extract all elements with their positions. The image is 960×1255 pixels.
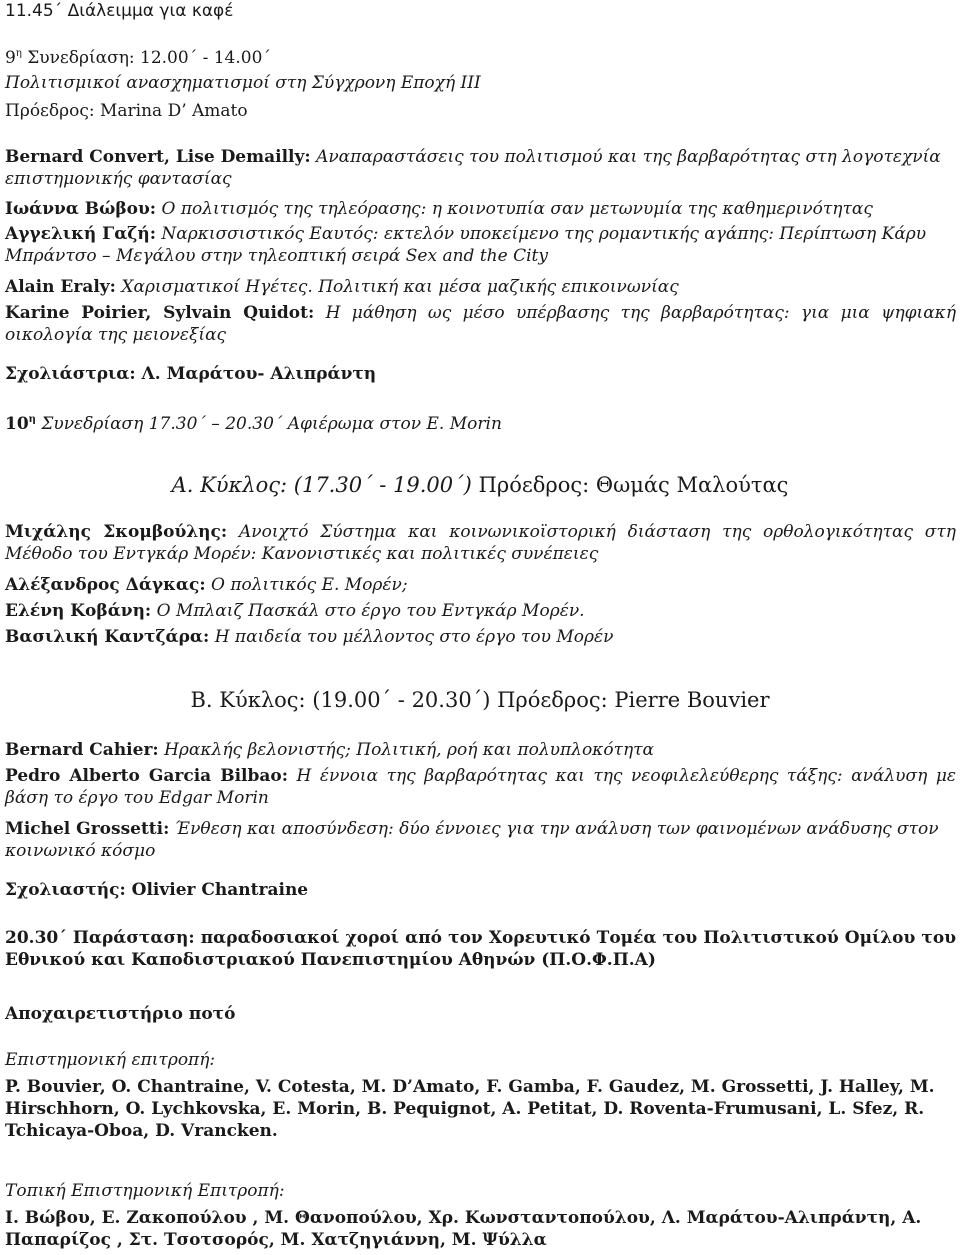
session-9-discussant: Σχολιάστρια: Λ. Μαράτου- Αλιπράντη [5,364,377,384]
talk-title: Ένθεση και αποσύνδεση: δύο έννοιες για την ανάλυση των φαινομένων ανάδυσης στον κοινωνικό κόσμο [5,819,939,861]
talk-speaker: Bernard Convert, Lise Demailly: [5,147,311,167]
farewell-drink: Αποχαιρετιστήριο ποτό [5,1004,236,1024]
talk-speaker: Ελένη Κοβάνη: [5,601,152,621]
cycle-a-talk-2 [5,574,956,596]
cycle-b-talk-3 [5,818,956,862]
talk-title: Ο πολιτικός Ε. Μορέν; [211,575,408,595]
talk-speaker: Karine Poirier, Sylvain Quidot: [5,303,315,323]
session-9-time: Συνεδρίαση: 12.00΄ - 14.00΄ [21,48,271,68]
talk-title: Ο πολιτισμός της τηλεόρασης: η κοινοτυπία σαν μετωνυμία της καθημερινότητας [161,199,873,219]
talk-title: Ηρακλής βελονιστής; Πολιτική, ροή και πολυπλοκότητα [164,740,655,760]
performance: 20.30΄ Παράσταση: παραδοσιακοί χοροί από τον Χορευτικό Τομέα του Πολιτιστικού Ομίλου του Εθνικού και Καποδιστριακού Πανεπιστημίου Αθηνών (Π.Ο.Φ.Π.Α) [5,928,956,970]
session-9-talk-5 [5,302,956,346]
talk-speaker: Αλέξανδρος Δάγκας: [5,575,206,595]
local-committee-members: Ι. Βώβου, Ε. Ζακοπούλου , Μ. Θανοπούλου, Χρ. Κωνσταντοπούλου, Λ. Μαράτου-Αλιπράντη, Α. Παπαρίζος , Στ. Τσοτσορός, Μ. Χατζηγιάννη, Μ. Ψύλλα [5,1208,922,1250]
session-10-header [5,409,956,435]
talk-speaker: Pedro Alberto Garcia Bilbao: [5,766,289,786]
session-10-title: Συνεδρίαση 17.30΄ – 20.30΄ Αφιέρωμα στον Ε. Morin [35,414,502,434]
talk-speaker: Βασιλική Καντζάρα: [5,627,210,647]
talk-title: Αναπαραστάσεις του πολιτισμού και της βαρβαρότητας στη λογοτεχνία επιστημονικής φαντασίας [5,147,941,189]
talk-title: Η παιδεία του μέλλοντος στο έργο του Μορέν [214,627,614,647]
scientific-committee-heading: Επιστημονική επιτροπή: [5,1050,216,1070]
talk-speaker: Ιωάννα Βώβου: [5,199,157,219]
cycle-b-talk-2 [5,765,956,809]
talk-speaker: Alain Eraly: [5,277,116,297]
session-9-chair: Πρόεδρος: Marina D’ Amato [5,101,248,121]
talk-title: Χαρισματικοί Ηγέτες. Πολιτική και μέσα μαζικής επικοινωνίας [121,277,679,297]
session-9-header [5,43,956,69]
cycle-a-header [0,472,960,498]
session-9-talk-2 [5,198,956,220]
talk-title: Ανοιχτό Σύστημα και κοινωνικοϊστορική διάσταση της ορθολογικότητας στη Μέθοδο του Εντγκάρ Μορέν: Κανονιστικές και πολιτικές συνέπειες [5,522,956,564]
session-9-ordinal: η [15,48,22,59]
talk-speaker: Αγγελική Γαζή: [5,224,156,244]
cycle-b-header [0,687,960,713]
session-10-ordinal: η [28,414,36,425]
cycle-b-chair: Πρόεδρος: Pierre Bouvier [497,688,770,712]
local-committee-heading: Τοπική Επιστημονική Επιτροπή: [5,1181,285,1201]
cycle-a-talk-1 [5,521,956,565]
session-9-talk-3 [5,223,956,267]
session-10-number: 10 [5,414,29,434]
talk-speaker: Bernard Cahier: [5,740,159,760]
talk-title: Ναρκισσιστικός Εαυτός: εκτελόν υποκείμενο της ρομαντικής αγάπης: Περίπτωση Κάρυ Μπράντσο – Μεγάλου στην τηλεοπτική σειρά Sex and the City [5,224,927,266]
cycle-a-label: Α. Κύκλος: (17.30΄ - 19.00΄) [171,473,472,497]
cycle-b-discussant: Σχολιαστής: Olivier Chantraine [5,880,309,900]
session-9-number: 9 [5,48,16,68]
cycle-a-chair: Πρόεδρος: Θωμάς Μαλούτας [478,473,789,497]
session-9-talk-4 [5,276,956,298]
coffee-break: 11.45΄ Διάλειμμα για καφέ [5,1,234,21]
cycle-a-talk-3 [5,600,956,622]
session-9-talk-1 [5,146,956,190]
cycle-b-label: Β. Κύκλος: (19.00΄ - 20.30΄) [190,688,491,712]
talk-title: Η έννοια της βαρβαρότητας και της νεοφιλελεύθερης τάξης: ανάλυση με βάση το έργο του Edgar Morin [5,766,956,808]
cycle-b-talk-1 [5,739,956,761]
talk-speaker: Michel Grossetti: [5,819,170,839]
talk-speaker: Μιχάλης Σκομβούλης: [5,522,228,542]
scientific-committee-members: P. Bouvier, O. Chantraine, V. Cotesta, M. D’Amato, F. Gamba, F. Gaudez, M. Grossetti, J. Halley, M. Hirschhorn, O. Lychkovska, E. Morin, B. Pequignot, A. Petitat, D. Roventa-Frumusani, L. Sfez, R. Tchicaya-Oboa, D. Vrancken. [5,1077,935,1141]
talk-title: Η μάθηση ως μέσο υπέρβασης της βαρβαρότητας: για μια ψηφιακή οικολογία της μειονεξίας [5,303,957,345]
talk-title: Ο Μπλαιζ Πασκάλ στο έργο του Εντγκάρ Μορέν. [156,601,585,621]
cycle-a-talk-4 [5,626,956,648]
session-9-title: Πολιτισμικοί ανασχηματισμοί στη Σύγχρονη Εποχή III [5,73,481,93]
